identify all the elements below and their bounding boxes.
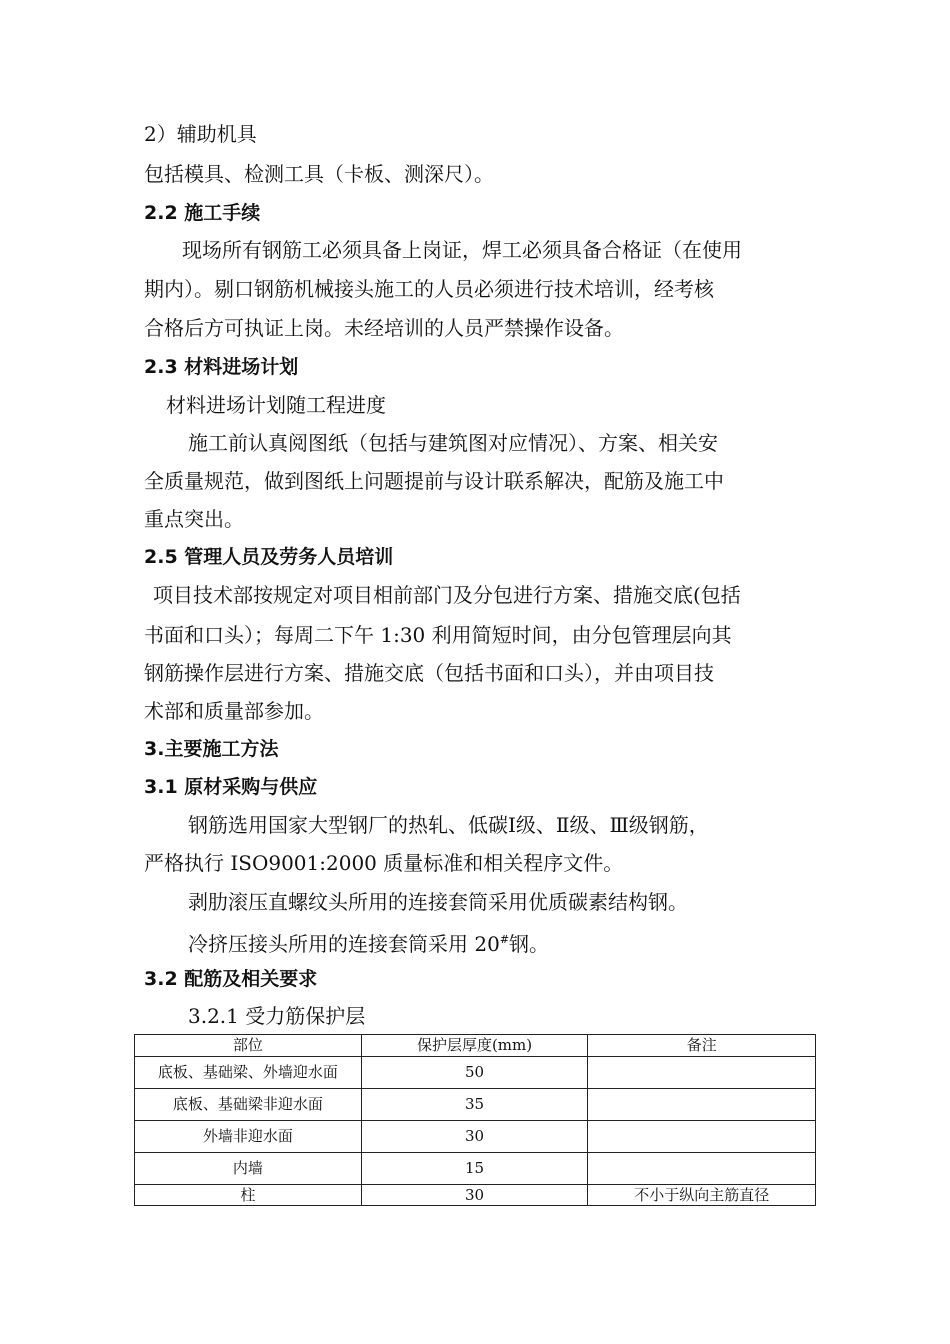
paragraph-2-5-line-4: 术部和质量部参加。	[144, 699, 324, 723]
cell-remarks	[588, 1153, 816, 1185]
paragraph-2-3-line-3: 重点突出。	[144, 507, 244, 531]
paragraph-3-1-line-3: 剥肋滚压直螺纹头所用的连接套筒采用优质碳素结构钢。	[188, 890, 688, 914]
paragraph-2-2-line-2: 期内）。剔口钢筋机械接头施工的人员必须进行技术培训，经考核	[144, 277, 714, 301]
table-row	[135, 1121, 816, 1153]
cell-remarks	[588, 1121, 816, 1153]
cell-location: 柱	[135, 1185, 362, 1206]
cell-remarks	[588, 1057, 816, 1089]
paragraph-3-1-line-4-text: 冷挤压接头所用的连接套筒采用 20	[188, 932, 500, 956]
column-header-thickness: 保护层厚度(mm)	[361, 1035, 588, 1057]
paragraph-2-3-line-2: 全质量规范，做到图纸上问题提前与设计联系解决，配筋及施工中	[144, 469, 724, 493]
table-row	[135, 1089, 816, 1121]
paragraph-2-3-intro: 材料进场计划随工程进度	[166, 393, 386, 417]
paragraph-3-1-line-4-suffix: 钢。	[509, 932, 550, 956]
cell-thickness: 30	[361, 1185, 588, 1206]
table-row	[135, 1057, 816, 1089]
paragraph-2-5-line-2: 书面和口头）；每周二下午 1:30 利用简短时间，由分包管理层向其	[144, 623, 732, 647]
paragraph-2-2-line-3: 合格后方可执证上岗。未经培训的人员严禁操作设备。	[144, 316, 624, 340]
table-header-row	[135, 1035, 816, 1057]
cell-remarks	[588, 1089, 816, 1121]
paragraph-3-1-line-1: 钢筋选用国家大型钢厂的热轧、低碳Ⅰ级、Ⅱ级、Ⅲ级钢筋，	[188, 813, 709, 837]
column-header-remarks: 备注	[588, 1035, 816, 1057]
table-row	[135, 1153, 816, 1185]
cell-thickness: 50	[361, 1057, 588, 1089]
cell-thickness: 30	[361, 1121, 588, 1153]
table-row	[135, 1185, 816, 1206]
paragraph-3-1-line-4	[188, 926, 549, 958]
cell-location: 底板、基础梁非迎水面	[135, 1089, 362, 1121]
cell-thickness: 15	[361, 1153, 588, 1185]
column-header-location: 部位	[135, 1035, 362, 1057]
heading-3-2: 3.2 配筋及相关要求	[144, 968, 318, 990]
heading-3-1: 3.1 原材采购与供应	[144, 776, 318, 798]
paragraph-auxiliary-tools: 包括模具、检测工具（卡板、测深尺）。	[144, 162, 494, 186]
cell-thickness: 35	[361, 1089, 588, 1121]
paragraph-2-5-line-1: 项目技术部按规定对项目相前部门及分包进行方案、措施交底(包括	[153, 583, 741, 607]
cover-thickness-table	[134, 1034, 816, 1206]
cell-location: 内墙	[135, 1153, 362, 1185]
heading-2-5: 2.5 管理人员及劳务人员培训	[144, 546, 394, 568]
subsection-title-auxiliary-tools: 2）辅助机具	[144, 122, 257, 146]
paragraph-2-5-line-3: 钢筋操作层进行方案、措施交底（包括书面和口头），并由项目技	[144, 661, 714, 685]
heading-3: 3.主要施工方法	[144, 738, 279, 760]
heading-2-2: 2.2 施工手续	[144, 202, 261, 224]
heading-2-3: 2.3 材料进场计划	[144, 356, 299, 378]
paragraph-2-3-line-1: 施工前认真阅图纸（包括与建筑图对应情况）、方案、相关安	[188, 431, 718, 455]
paragraph-3-1-line-2: 严格执行 ISO9001:2000 质量标准和相关程序文件。	[144, 851, 624, 875]
subsection-title-3-2-1: 3.2.1 受力筋保护层	[188, 1004, 366, 1028]
cell-location: 底板、基础梁、外墙迎水面	[135, 1057, 362, 1089]
paragraph-2-2-line-1: 现场所有钢筋工必须具备上岗证，焊工必须具备合格证（在使用	[182, 238, 742, 262]
cell-location: 外墙非迎水面	[135, 1121, 362, 1153]
grade-mark: #	[499, 933, 510, 946]
cell-remarks: 不小于纵向主筋直径	[588, 1185, 816, 1206]
